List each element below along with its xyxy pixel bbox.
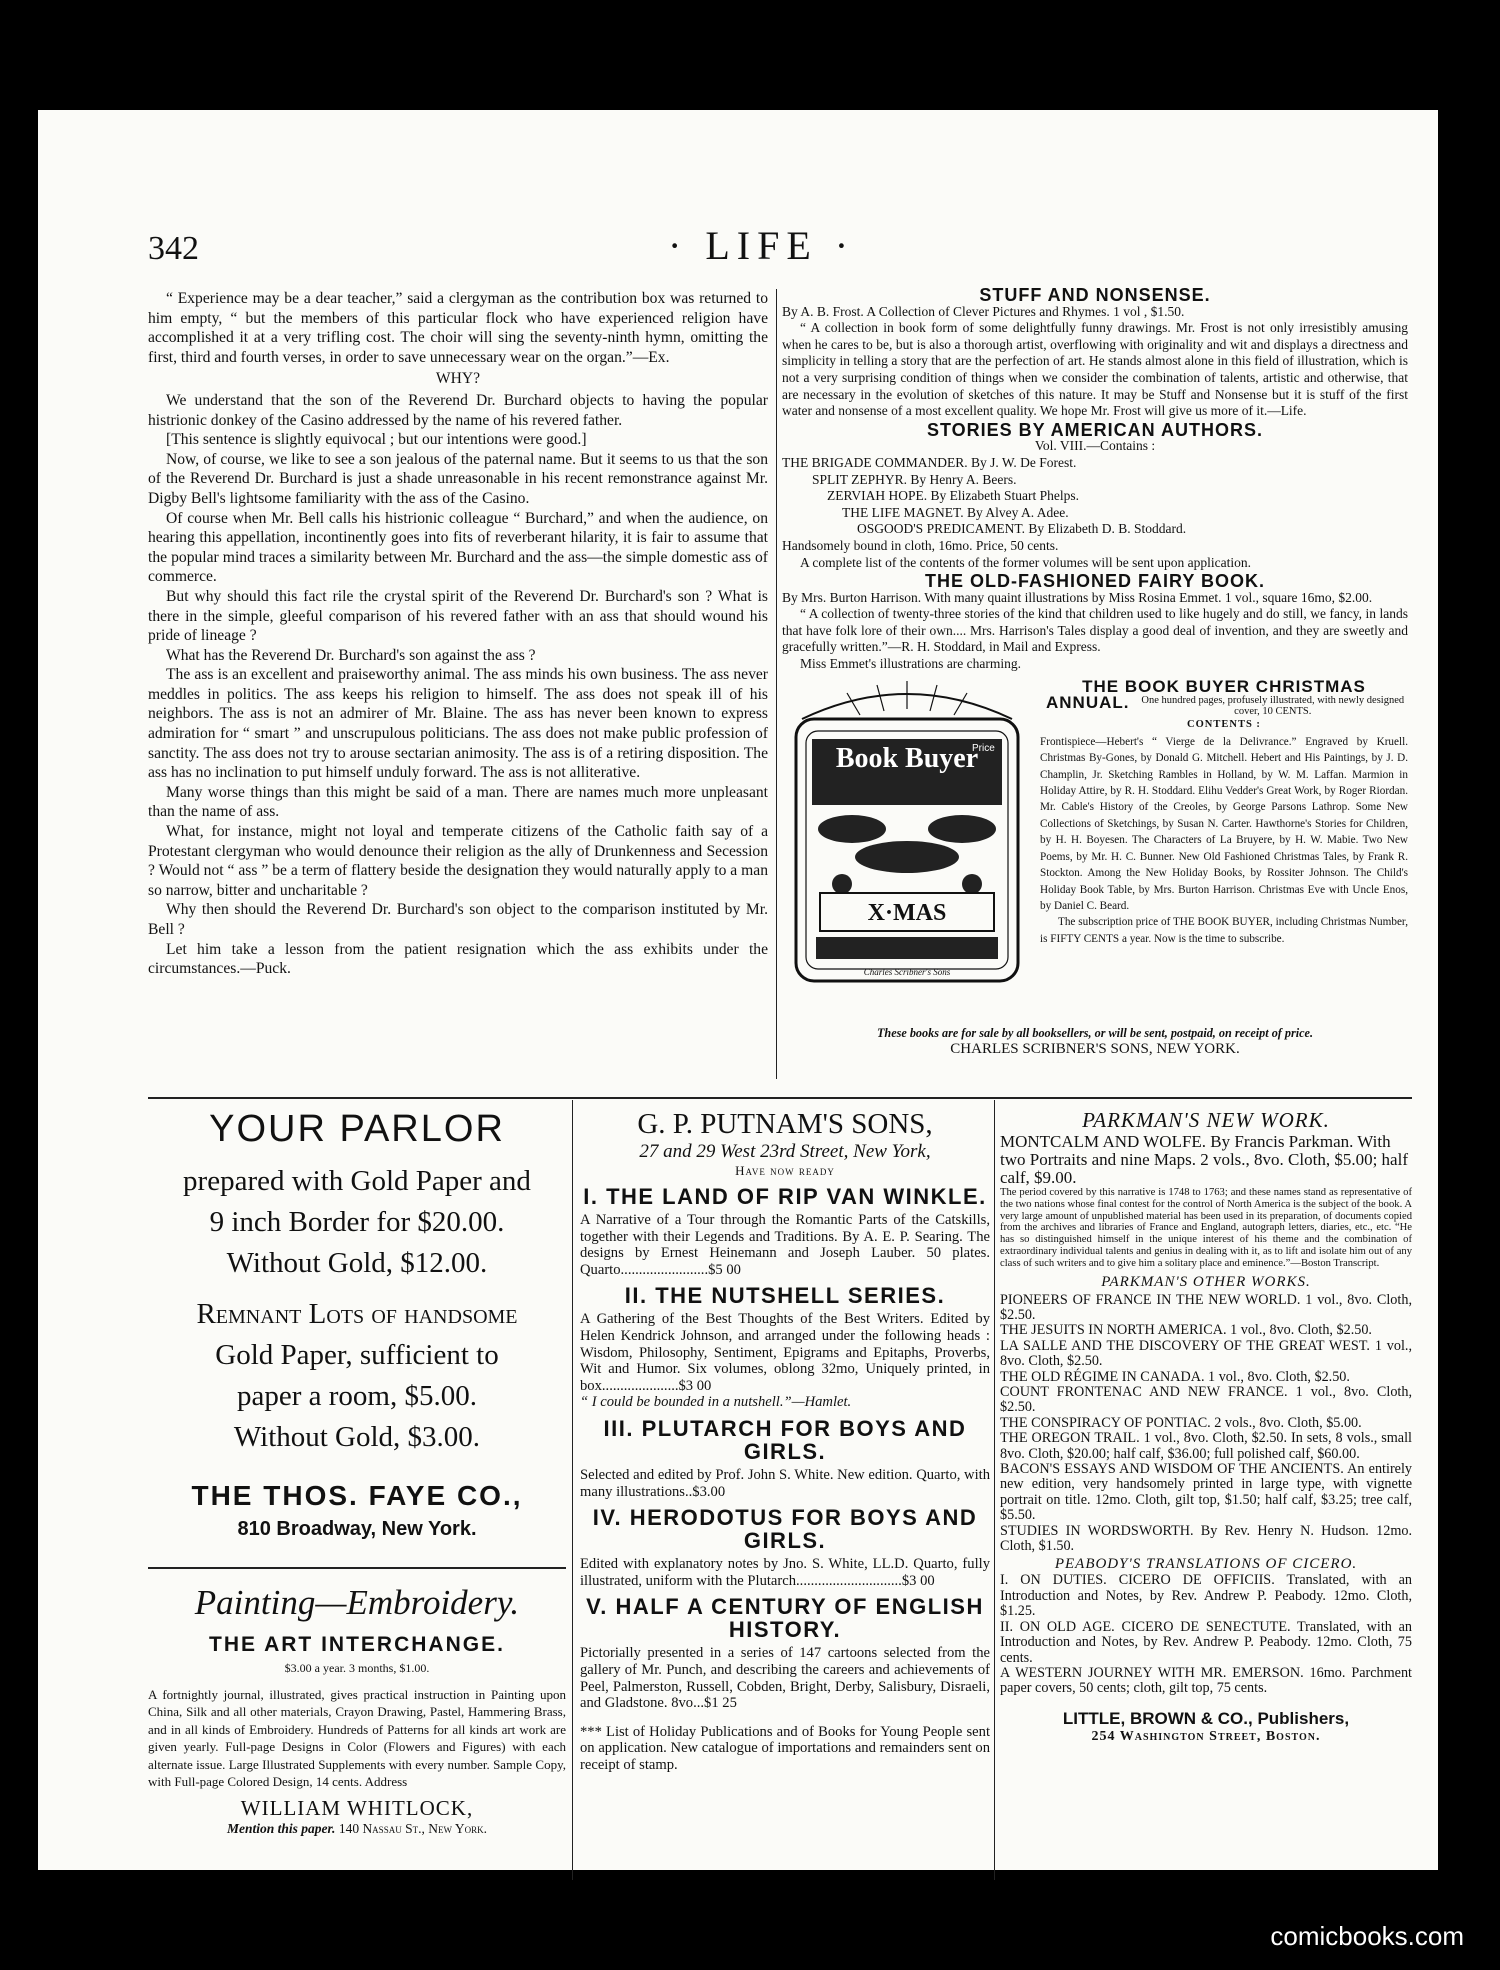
story-entry: THE BRIGADE COMMANDER. By J. W. De Forest. bbox=[782, 454, 1077, 470]
other-works-heading: PARKMAN'S OTHER WORKS. bbox=[1101, 1273, 1311, 1290]
note-line: Miss Emmet's illustrations are charming. bbox=[800, 656, 1022, 672]
book-review: “ A collection in book form of some delightfully funny drawings. Mr. Frost is not only irresistibly amusing when he cares to be, but is also a thorough artist, overflowing with originality and wit and displays a directness and simplicity in telling a story that are the perfection of art. He stands almost alone in this field of illustration, which is not a very surprising condition of things when we consider the combination of talents, artistic and otherwise, that are necessary in the evolution of sketches of this nature. It may be Stuff and Nonsense but it is stuff of the first water and nonsense of a most excellent quality. We hope Mr. Frost will give us more of it.—Life. bbox=[782, 320, 1408, 419]
paragraph: Of course when Mr. Bell calls his histrionic colleague “ Burchard,” and when the audience, on hearing this appellation, incontinently goes into fits of reverberant hilarity, it is fair to assume that the popular mind traces a similarity between Mr. Burchard and the ass—the simple domestic ass of commerce. bbox=[148, 509, 768, 586]
scribner-footnote: These books are for sale by all booksellers, or will be sent, postpaid, on receipt of price. bbox=[876, 1025, 1313, 1040]
work-entry: THE CONSPIRACY OF PONTIAC. 2 vols., 8vo. Cloth, $5.00. bbox=[1000, 1414, 1362, 1431]
volume-note: Vol. VIII.—Contains : bbox=[1034, 438, 1156, 454]
cover-publisher: Charles Scribner's Sons bbox=[863, 966, 951, 977]
book-description: A Narrative of a Tour through the Romantic Parts of the Catskills, together with their Legends and Traditions. By A. E. P. Searing. The designs by Ernest Heinemann and Joseph Lauber. 50 plates. Quarto........................$5 00 bbox=[580, 1212, 990, 1278]
book-description: Edited with explanatory notes by Jno. S. White, LL.D. Quarto, fully illustrated, uniform with the Plutarch.............................$3 00 bbox=[580, 1556, 990, 1589]
story-entry: ZERVIAH HOPE. By Elizabeth Stuart Phelps. bbox=[827, 488, 1080, 504]
paragraph: “ Experience may be a dear teacher,” said a clergyman as the contribution box was returned to him empty, “ but the members of this particular flock who have experienced religion have accomplished it at a very trifling cost. The choir will sing the seventy-ninth hymn, omitting the first, third and fourth verses, in order to save unnecessary wear on the organ.”—Ex. bbox=[148, 290, 768, 366]
work-entry: STUDIES IN WORDSWORTH. By Rev. Henry N. Hudson. 12mo. Cloth, $1.50. bbox=[1000, 1522, 1412, 1555]
note-line: A complete list of the contents of the former volumes will be sent upon application. bbox=[800, 554, 1252, 570]
work-entry: I. ON DUTIES. CICERO DE OFFICIIS. Translated, with an Introduction and Notes, by Rev. Andrew P. Peabody. 12mo. Cloth, $1.25. bbox=[1000, 1572, 1412, 1620]
book-heading: STORIES BY AMERICAN AUTHORS. bbox=[926, 419, 1264, 440]
putnam-street: 27 and 29 West 23rd Street, New York, bbox=[639, 1141, 931, 1162]
work-entry: II. ON OLD AGE. CICERO DE SENECTUTE. Translated, with an Introduction and Notes, by Rev. Andrew P. Peabody. 12mo. Cloth, 75 cents. bbox=[1000, 1618, 1412, 1666]
cover-price: Price bbox=[972, 742, 995, 754]
book-buyer-subtitle: One hundred pages, profusely illustrated, with newly designed cover, 10 CENTS. bbox=[1141, 695, 1405, 718]
section-rule bbox=[148, 1097, 1412, 1099]
paragraph: Let him take a lesson from the patient resignation which the ass exhibits under the circumstances.—Puck. bbox=[148, 940, 768, 978]
paragraph: What, for instance, might not loyal and temperate citizens of the Catholic faith say of a Protestant clergyman who would denounce their religion as the ally of Drunkenness and Secession ? Would not “ ass ” be a term of flattery beside the designation they would naturally apply to a man so narrow, bitter and uncharitable ? bbox=[148, 823, 768, 899]
art-interchange-title: THE ART INTERCHANGE. bbox=[209, 1633, 505, 1656]
thos-faye-advert bbox=[148, 1108, 566, 1883]
ad-line: paper a room, $5.00. bbox=[237, 1380, 477, 1412]
little-brown-publisher: LITTLE, BROWN & CO., Publishers, bbox=[1062, 1708, 1350, 1728]
book-byline: By Mrs. Burton Harrison. With many quaint illustrations by Miss Rosina Emmet. 1 vol., square 16mo, $2.00. bbox=[782, 589, 1373, 605]
company-address: 810 Broadway, New York. bbox=[237, 1518, 477, 1540]
book-title: V. HALF A CENTURY OF ENGLISH HISTORY. bbox=[586, 1594, 984, 1643]
putnam-advert bbox=[580, 1108, 990, 1883]
paragraph: What has the Reverend Dr. Burchard's son against the ass ? bbox=[166, 646, 536, 664]
scribner-publisher: CHARLES SCRIBNER'S SONS, NEW YORK. bbox=[950, 1041, 1240, 1058]
book-title: IV. HERODOTUS FOR BOYS AND GIRLS. bbox=[592, 1505, 978, 1554]
ad-line: 9 inch Border for $20.00. bbox=[209, 1206, 505, 1238]
book-buyer-text bbox=[1040, 676, 1408, 947]
paragraph: But why should this fact rile the crystal spirit of the Reverend Dr. Burchard's son ? What is there in the simple, gleeful comparison of his revered father with an ass that should wound his pride of lineage ? bbox=[148, 587, 768, 645]
book-buyer-contents: Frontispiece—Hebert's “ Vierge de la Delivrance.” Engraved by Kruell. Christmas By-Gones, by Donald G. Mitchell. Hebert and His Paintings, by J. D. Champlin, Jr. Sketching Rambles in Holland, by W. M. Laffan. Marmion in Holiday Attire, by R. H. Stoddard. Elihu Vedder's Great Work, by Roger Riordan. Mr. Cable's History of the Creoles, by George Parsons Lathrop. Some New Collections of Sketchings, by Susan N. Carter. Hawthorne's Stories for Children, by H. H. Boyesen. The Characters of La Bruyere, by H. W. Mabie. Two New Poems, by Mr. H. C. Bunner. New Old Fashioned Christmas Tales, by Frank R. Stockton. Among the New Holiday Books, by Rossiter Johnson. The Child's Holiday Book Table, by Mrs. Burton Harrison. Christmas Eve with Uncle Enos, by Daniel C. Beard. bbox=[1040, 735, 1408, 912]
montcalm-entry: MONTCALM AND WOLFE. By Francis Parkman. With two Portraits and nine Maps. 2 vols., 8vo. Cloth, $5.00; half calf, $9.00. bbox=[1000, 1132, 1408, 1187]
putnam-name: G. P. PUTNAM'S SONS, bbox=[637, 1108, 933, 1140]
paragraph: Now, of course, we like to see a son jealous of the paternal name. But it seems to us that the son of the Reverend Dr. Burchard is just a shade unreasonable in his recent remonstrance against Mr. Digby Bell's lightsome familiarity with the ass of the Casino. bbox=[148, 450, 768, 507]
book-title: II. THE NUTSHELL SERIES. bbox=[624, 1283, 946, 1309]
ad-line: Without Gold, $12.00. bbox=[226, 1247, 488, 1279]
paragraph: The ass is an excellent and praiseworthy animal. The ass minds his own business. The ass never meddles in politics. The ass keeps his religion to himself. The ass does not speak ill of his neighbors. The ass is not an admirer of Mr. Blaine. The ass has never been known to express admiration for “ smart ” and unscrupulous politicians. The ass does not make public profession of sanctity. The ass does not try to arouse sectarian animosity. The ass is of a retiring disposition. The ass has no inclination to put himself unduly forward. The ass is not alliterative. bbox=[148, 666, 768, 782]
work-entry: A WESTERN JOURNEY WITH MR. EMERSON. 16mo. Parchment paper covers, 50 cents; cloth, gilt top, 75 cents. bbox=[1000, 1664, 1412, 1697]
book-review: “ A collection of twenty-three stories of the kind that children used to like hugely and do still, we fancy, in lands that have folk lore of their own.... Mrs. Harrison's Tales display a good deal of invention, and they are sweetly and gracefully written.”—R. H. Stoddard, in Mail and Express. bbox=[782, 606, 1408, 655]
mention-address: 140 Nassau St., New York. bbox=[338, 1821, 487, 1837]
painting-heading: Painting—Embroidery. bbox=[148, 1567, 566, 1623]
contents-label: CONTENTS : bbox=[1187, 719, 1261, 731]
page-header bbox=[148, 222, 1418, 272]
book-description: Selected and edited by Prof. John S. White. New edition. Quarto, with many illustrations..$3.00 bbox=[580, 1466, 990, 1500]
cover-title: Book Buyer bbox=[835, 742, 979, 774]
book-title: I. THE LAND OF RIP VAN WINKLE. bbox=[583, 1184, 987, 1209]
ad-line: Without Gold, $3.00. bbox=[233, 1421, 481, 1453]
work-entry: COUNT FRONTENAC AND NEW FRANCE. 1 vol., 8vo. Cloth, $2.50. bbox=[1000, 1384, 1412, 1416]
putnam-ready: Have now ready bbox=[735, 1163, 835, 1178]
work-entry: THE JESUITS IN NORTH AMERICA. 1 vol., 8vo. Cloth, $2.50. bbox=[1000, 1322, 1372, 1339]
cicero-heading: PEABODY'S TRANSLATIONS OF CICERO. bbox=[1054, 1556, 1358, 1573]
column-divider bbox=[572, 1100, 573, 1880]
catalogue-note: *** List of Holiday Publications and of Books for Young People sent on application. New catalogue of importations and remainders sent on receipt of stamp. bbox=[580, 1723, 990, 1773]
company-name: THE THOS. FAYE CO., bbox=[191, 1480, 523, 1511]
watermark: comicbooks.com bbox=[1270, 1921, 1464, 1951]
whitlock-name: WILLIAM WHITLOCK, bbox=[240, 1796, 474, 1821]
book-buyer-title: THE BOOK BUYER CHRISTMAS bbox=[1082, 676, 1366, 696]
work-entry: THE OLD RÉGIME IN CANADA. 1 vol., 8vo. Cloth, $2.50. bbox=[1000, 1368, 1350, 1385]
column-divider bbox=[994, 1100, 995, 1880]
page-number: 342 bbox=[148, 230, 199, 267]
ad-line: prepared with Gold Paper and bbox=[183, 1165, 531, 1197]
column-divider bbox=[776, 289, 777, 1079]
work-entry: LA SALLE AND THE DISCOVERY OF THE GREAT WEST. 1 vol., 8vo. Cloth, $2.50. bbox=[1000, 1337, 1412, 1370]
ad-line: Gold Paper, sufficient to bbox=[215, 1339, 499, 1371]
book-title: III. PLUTARCH FOR BOYS AND GIRLS. bbox=[603, 1415, 967, 1464]
book-buyer-block bbox=[782, 676, 1408, 1019]
paragraph: Many worse things than this might be said of a man. There are names much more unpleasant than the name of ass. bbox=[148, 783, 768, 821]
parlor-title: YOUR PARLOR bbox=[209, 1108, 505, 1150]
little-brown-address: 254 Washington Street, Boston. bbox=[1091, 1728, 1321, 1744]
paragraph: Why then should the Reverend Dr. Burchard's son object to the comparison instituted by Mr. Bell ? bbox=[148, 901, 768, 938]
book-buyer-subscription: The subscription price of THE BOOK BUYER, including Christmas Number, is FIFTY CENTS a year. Now is the time to subscribe. bbox=[1040, 916, 1408, 945]
paragraph: [This sentence is slightly equivocal ; but our intentions were good.] bbox=[166, 431, 587, 449]
subscription-price: $3.00 a year. 3 months, $1.00. bbox=[284, 1661, 430, 1675]
art-interchange-body: A fortnightly journal, illustrated, gives practical instruction in Painting upon China, Silk and all other materials, Crayon Drawing, Pastel, Hammering Brass, and in all kinds of Embroidery. Hundreds of Patterns for all kinds art work are given yearly. Full-page Designs in Color (Flowers and Figures) with each alternate issue. Large Illustrated Supplements with every number. Sample Copy, with Full-page Colored Design, 14 cents. Address bbox=[148, 1687, 566, 1790]
montcalm-note: The period covered by this narrative is 1748 to 1763; and these names stand as representative of the two nations whose final contest for the control of North America is the subject of the book. A very large amount of unpublished material has been used in its preparation, of documents copied from the archives and libraries of France and England, autograph letters, diaries, etc., etc. “He has so distinguished himself in the unique interest of his theme and the combination of extraordinary individual talents and genius in dealing with it, as to lift and isolate him out of any class of such writers and to give him a solitary place and eminence.”—Boston Transcript. bbox=[1000, 1187, 1412, 1269]
book-byline: By A. B. Frost. A Collection of Clever Pictures and Rhymes. 1 vol , $1.50. bbox=[782, 303, 1185, 319]
scribner-advert bbox=[782, 287, 1408, 1058]
book-quote: “ I could be bounded in a nutshell.”—Hamlet. bbox=[580, 1394, 852, 1411]
book-buyer-annual: ANNUAL. bbox=[1046, 693, 1130, 713]
work-entry: PIONEERS OF FRANCE IN THE NEW WORLD. 1 vol., 8vo. Cloth, $2.50. bbox=[1000, 1291, 1412, 1323]
mention-italic: Mention this paper. bbox=[227, 1821, 336, 1837]
paragraph: We understand that the son of the Reverend Dr. Burchard objects to having the popular histrionic donkey of the Casino addressed by the name of his revered father. bbox=[148, 391, 768, 429]
book-buyer-cover-image bbox=[782, 679, 1032, 997]
book-heading: THE OLD-FASHIONED FAIRY BOOK. bbox=[924, 571, 1266, 592]
story-entry: THE LIFE MAGNET. By Alvey A. Adee. bbox=[842, 504, 1069, 520]
parkman-heading: PARKMAN'S NEW WORK. bbox=[1082, 1108, 1330, 1132]
masthead-title: · LIFE · bbox=[668, 223, 856, 268]
book-description: Pictorially presented in a series of 147 cartoons selected from the gallery of Mr. Punch, and describing the careers and achievements of Peel, Palmerston, Russell, Cobden, Bright, Derby, Salisbury, Disraeli, and Gladstone. 8vo...$1 25 bbox=[580, 1645, 990, 1712]
ad-line: Remnant Lots of handsome bbox=[196, 1298, 518, 1330]
book-heading: STUFF AND NONSENSE. bbox=[979, 285, 1211, 305]
work-entry: BACON'S ESSAYS AND WISDOM OF THE ANCIENTS. An entirely new edition, very handsomely printed in large type, with vignette portrait on title. 12mo. Cloth, gilt top, $1.50; half calf, $3.25; tree calf, $5.50. bbox=[1000, 1461, 1412, 1524]
left-article-column bbox=[148, 289, 768, 979]
work-entry: THE OREGON TRAIL. 1 vol., 8vo. Cloth, $2.50. In sets, 8 vols., small 8vo. Cloth, $20.00; half calf, $36.00; full polished calf, $60.00. bbox=[1000, 1430, 1412, 1462]
story-entry: OSGOOD'S PREDICAMENT. By Elizabeth D. B. Stoddard. bbox=[857, 521, 1187, 537]
story-entry: SPLIT ZEPHYR. By Henry A. Beers. bbox=[812, 471, 1017, 487]
section-heading: WHY? bbox=[435, 370, 481, 388]
mention-line bbox=[148, 1821, 566, 1837]
cover-xmas: X·MAS bbox=[867, 899, 947, 926]
price-line: Handsomely bound in cloth, 16mo. Price, 50 cents. bbox=[782, 537, 1059, 553]
book-description: A Gathering of the Best Thoughts of the Best Writers. Edited by Helen Kendrick Johnson, and arranged under the following heads : Wisdom, Philosophy, Sentiment, Epigrams and Epitaphs, Proverbs, Wit and Humor. Six volumes, oblong 32mo, Uniquely printed, in box.....................$3 00 bbox=[580, 1311, 990, 1394]
little-brown-advert bbox=[1000, 1108, 1412, 1883]
